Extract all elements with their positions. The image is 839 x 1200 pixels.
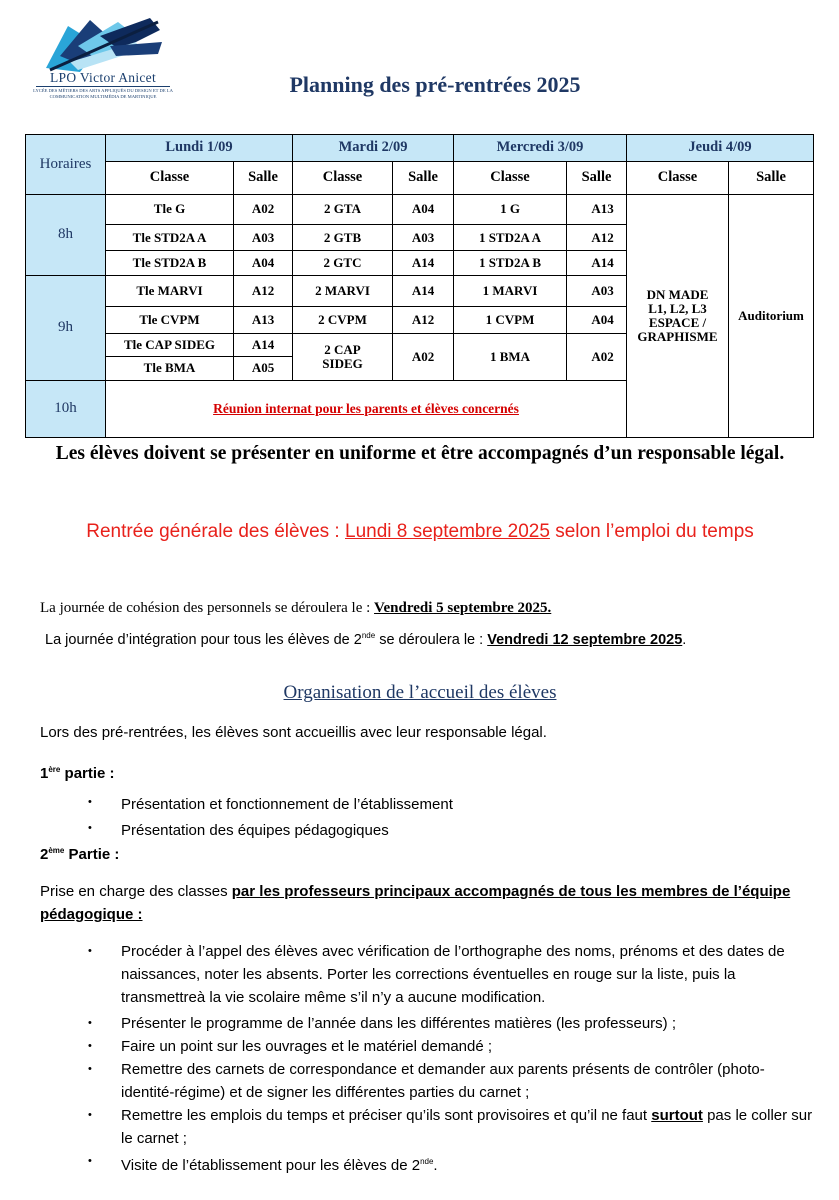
tuesday-classe: 2 GTB [293, 225, 393, 251]
integration-sup: nde [361, 631, 376, 640]
wednesday-classe: 1 STD2A A [454, 225, 567, 251]
tuesday-salle: A04 [393, 194, 454, 225]
wednesday-salle: A14 [567, 250, 627, 276]
list-item-text: Présenter le programme de l’année dans les différentes matières (les professeurs) ; [121, 1015, 676, 1032]
day-header-wednesday: Mercredi 3/09 [454, 135, 627, 162]
part1-list [88, 796, 808, 848]
rentree-text: Rentrée générale des élèves : [86, 521, 345, 542]
monday-salle: A02 [234, 194, 293, 225]
cohesion-day-line [40, 600, 820, 617]
part2-sup: ème [48, 846, 65, 855]
section-title: Organisation de l’accueil des élèves [283, 682, 557, 703]
meeting-text: Réunion internat pour les parents et élèves concernés [213, 400, 519, 416]
monday-classe: Tle MARVI [106, 276, 234, 307]
list-item [88, 1104, 813, 1150]
prise-bold: par les professeurs principaux accompagnés de tous les membres de l’équipe pédagogique : [40, 883, 791, 923]
tuesday-classe: 2 GTC [293, 250, 393, 276]
wednesday-salle: A13 [567, 194, 627, 225]
wednesday-salle: A04 [567, 307, 627, 334]
list-item-sup: nde [420, 1157, 434, 1166]
list-item [88, 1035, 813, 1058]
list-item-text: Visite de l’établissement pour les élèves de 2 [121, 1157, 421, 1174]
intro-text [40, 724, 800, 741]
monday-classe: Tle STD2A A [106, 225, 234, 251]
list-item-emphasis: surtout [651, 1107, 703, 1124]
intro-sentence: Lors des pré-rentrées, les élèves sont accueillis avec leur responsable légal. [40, 724, 547, 741]
tuesday-salle: A14 [393, 276, 454, 307]
page-title: Planning des pré-rentrées 2025 [289, 72, 581, 97]
tuesday-classe: 2 CVPM [293, 307, 393, 334]
part1-num: 1 [40, 765, 49, 782]
day-header-thursday: Jeudi 4/09 [627, 135, 814, 162]
list-item-text-end: pas le coller sur le carnet ; [121, 1107, 813, 1147]
integration-day-line [45, 631, 825, 648]
thursday-salle: Auditorium [729, 194, 814, 437]
tuesday-salle: A14 [393, 250, 454, 276]
wednesday-classe: 1 MARVI [454, 276, 567, 307]
monday-salle: A13 [234, 307, 293, 334]
tuesday-salle: A02 [393, 333, 454, 380]
thursday-classe-line: ESPACE / [648, 314, 707, 330]
school-name: LPO Victor Anicet [49, 70, 157, 85]
col-header-salle: Salle [234, 161, 293, 194]
tuesday-classe [293, 333, 393, 380]
tuesday-classe-text: 2 CAP SIDEG [322, 341, 363, 371]
list-item [88, 940, 813, 1009]
bullet: • [88, 796, 92, 808]
cohesion-text: La journée de cohésion des personnels se déroulera le : [40, 600, 375, 616]
thursday-classe [627, 194, 729, 437]
hour-10h: 10h [26, 380, 106, 437]
part2-num: 2 [40, 846, 49, 863]
monday-salle: A04 [234, 250, 293, 276]
prise-en-charge-text [40, 880, 800, 926]
wednesday-salle: A03 [567, 276, 627, 307]
part2-list [88, 940, 813, 1177]
day-header-monday: Lundi 1/09 [106, 135, 293, 162]
part1-heading [40, 765, 115, 782]
monday-classe: Tle STD2A B [106, 250, 234, 276]
monday-salle: A14 [234, 333, 293, 356]
school-subtitle: LYCÉE DES MÉTIERS DES ARTS APPLIQUÉS DU DESIGN ET DE LA COMMUNICATION MULTIMÉDIA DE MARTINIQUE [33, 88, 173, 99]
col-header-salle: Salle [567, 161, 627, 194]
tuesday-salle: A12 [393, 307, 454, 334]
bullet: • [88, 945, 92, 957]
list-item [88, 1150, 813, 1177]
uniform-notice: Les élèves doivent se présenter en uniforme et être accompagnés d’un responsable légal. [55, 443, 785, 464]
part2-heading [40, 846, 119, 863]
integration-date: Vendredi 12 septembre 2025 [487, 631, 683, 648]
bullet: • [88, 1109, 92, 1121]
list-item-text: Faire un point sur les ouvrages et le matériel demandé ; [121, 1038, 493, 1055]
wednesday-classe: 1 BMA [454, 333, 567, 380]
hours-header: Horaires [26, 135, 106, 195]
col-header-classe: Classe [106, 161, 234, 194]
monday-salle: A05 [234, 357, 293, 380]
logo-divider [36, 86, 170, 87]
thursday-classe-line: DN MADE [646, 286, 709, 302]
list-item-text: Procéder à l’appel des élèves avec vérification de l’orthographe des noms, prénoms et des dates de naissances, noter les absents. Porter les corrections éventuelles en rouge sur la liste, puis la transmettreà la vie scolaire même s’il n’y a aucune modification. [121, 943, 785, 1006]
integration-end: . [682, 631, 687, 648]
part1-sup: ère [48, 765, 61, 774]
part2-label: Partie : [64, 846, 120, 863]
col-header-classe: Classe [454, 161, 567, 194]
monday-salle: A03 [234, 225, 293, 251]
wednesday-classe: 1 CVPM [454, 307, 567, 334]
monday-salle: A12 [234, 276, 293, 307]
part1-label: partie : [60, 765, 115, 782]
wednesday-salle: A12 [567, 225, 627, 251]
monday-classe: Tle G [106, 194, 234, 225]
integration-text-2: se déroulera le : [375, 631, 488, 648]
list-item [88, 822, 808, 848]
hour-8h: 8h [26, 194, 106, 276]
rentree-date: Lundi 8 septembre 2025 [345, 521, 550, 542]
list-item [88, 1012, 813, 1035]
bullet: • [88, 822, 92, 834]
list-item-text: Remettre des carnets de correspondance et demander aux parents présents de contrôler (photo-identité-régime) et de signer les différentes parties du carnet ; [121, 1061, 765, 1101]
col-header-salle: Salle [729, 161, 814, 194]
tuesday-classe: 2 GTA [293, 194, 393, 225]
list-item-text: Présentation des équipes pédagogiques [121, 822, 389, 839]
rentree-announcement [40, 516, 800, 548]
planning-table [25, 134, 814, 438]
list-item [88, 1058, 813, 1104]
hour-9h: 9h [26, 276, 106, 380]
bullet: • [88, 1063, 92, 1075]
col-header-classe: Classe [627, 161, 729, 194]
school-logo-graphic [40, 16, 165, 74]
thursday-classe-line: L1, L2, L3 [648, 300, 707, 316]
wednesday-classe: 1 G [454, 194, 567, 225]
monday-classe: Tle CVPM [106, 307, 234, 334]
list-item [88, 796, 808, 822]
list-item-text: Présentation et fonctionnement de l’établissement [121, 796, 453, 813]
cohesion-date: Vendredi 5 septembre 2025. [374, 600, 552, 616]
tuesday-classe: 2 MARVI [293, 276, 393, 307]
wednesday-classe: 1 STD2A B [454, 250, 567, 276]
monday-classe: Tle CAP SIDEG [106, 333, 234, 356]
col-header-classe: Classe [293, 161, 393, 194]
day-header-tuesday: Mardi 2/09 [293, 135, 454, 162]
bullet: • [88, 1155, 92, 1167]
prise-text: Prise en charge des classes [40, 883, 232, 900]
bullet: • [88, 1040, 92, 1052]
integration-text: La journée d’intégration pour tous les élèves de 2 [45, 631, 362, 648]
meeting-cell [106, 380, 627, 437]
bullet: • [88, 1017, 92, 1029]
rentree-text-end: selon l’emploi du temps [549, 521, 754, 542]
list-item-text: Remettre les emplois du temps et préciser qu’ils sont provisoires et qu’il ne faut [121, 1107, 652, 1124]
tuesday-salle: A03 [393, 225, 454, 251]
col-header-salle: Salle [393, 161, 454, 194]
monday-classe: Tle BMA [106, 357, 234, 380]
wednesday-salle: A02 [567, 333, 627, 380]
thursday-classe-line: GRAPHISME [637, 328, 718, 344]
list-item-text-end: . [433, 1157, 438, 1174]
